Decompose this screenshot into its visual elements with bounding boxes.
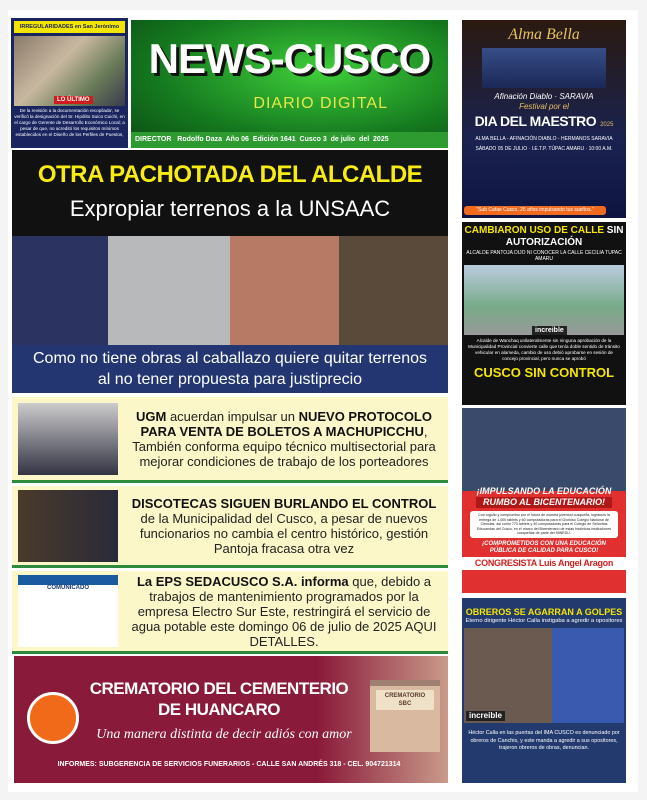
teaser-photo — [14, 36, 125, 106]
side-text: Con orgullo y compromiso por el futuro de nuestra juventud cusqueña, logramos la entrega de 1,000 tablets y 60 computadoras para el Glorioso Colegio Nacional de Ciencias, así como 773 tablets y 40 computadoras para el Colegio de Señoritas Educandas del Cusco, en el marco del Bicentenario de estas históricas instituciones cusqueñas de parte del MINEDU. — [470, 511, 618, 538]
crematorio-info: INFORMES: SUBGERENCIA DE SERVICIOS FUNERARIOS - CALLE SAN ANDRÉS 318 - CEL. 904721314 — [57, 761, 401, 768]
masthead-info: DIRECTOR Rodolfo Daza Año 06 Edición 1641 Cusco 3 de julio del 2025 — [131, 132, 448, 148]
teaser-title: IRREGULARIDADES en San Jerónimo — [14, 21, 125, 33]
news-item-sedacusco[interactable]: COMUNICADO La EPS SEDACUSCO S.A. informa que, debido a trabajos de mantenimiento programados por la empresa Electro Sur Este, restringirá el servicio de agua potable este domingo 06 de julio de 2025 AQUI DETALLES. — [12, 571, 448, 654]
crematorio-slogan: Una manera distinta de decir adiós con amor — [96, 727, 352, 742]
news-thumb: COMUNICADO — [18, 575, 118, 647]
crematorio-building — [370, 680, 440, 752]
ad-sub: Afinación Diablo · SARAVIA — [494, 92, 594, 101]
side-badge: increible — [532, 326, 567, 335]
news-thumb — [18, 403, 118, 475]
ad-pre: Festival por el — [519, 102, 569, 111]
ad-footer: "Sub Cafae Cusco, 25 años impulsando tus sueños." — [464, 206, 606, 215]
main-caption: Como no tiene obras al caballazo quiere quitar terrenos al no tener propuesta para justiprecio — [12, 345, 448, 393]
beneficencia-logo — [27, 692, 79, 744]
ad-bands: ALMA BELLA - AFINACIÓN DIABLO - HERMANOS SARAVIA — [475, 136, 613, 142]
main-subhead: Expropiar terrenos a la UNSAAC — [69, 196, 391, 221]
ad-details: SÁBADO 05 DE JULIO · I.E.T.P. TÚPAC AMARU · 10:00 A.M. — [475, 146, 613, 152]
ad-title: DIA DEL MAESTRO 2025 — [474, 113, 614, 129]
side-footer: CUSCO SIN CONTROL — [473, 365, 615, 380]
main-headline-box — [12, 150, 448, 236]
news-cambiaron-uso[interactable] — [462, 222, 626, 405]
main-headline: OTRA PACHOTADA DEL ALCALDE — [37, 161, 423, 188]
news-item-discotecas[interactable]: DISCOTECAS SIGUEN BURLANDO EL CONTROL de la Municipalidad del Cusco, a pesar de nuevos funcionarios no cambia el centro histórico, gestión Pantoja fracasa otra vez — [12, 486, 448, 568]
side-photo — [462, 408, 626, 486]
ad-brand: Alma Bella — [508, 26, 580, 43]
side-photo — [464, 628, 624, 723]
side-text: Héctor Calla en las puertas del IMA CUSCO es denunciado por obreros de Canchis, y este manda a agredir a sus opositores, trajeron obreros de obras, denuncian. — [468, 730, 620, 751]
masthead — [131, 20, 448, 148]
masthead-title: NEWS-CUSCO — [148, 35, 431, 82]
side-photo — [464, 265, 624, 335]
masthead-subtitle: DIARIO DIGITAL — [253, 95, 388, 112]
teaser-text: De la revisión a la documentación recopilada', se verificó la designación del Sr. Hipólito Suico Cuichi, en el cargo de Gerente de Desarrollo Económico Local; a pesar de que, no acreditó los requisitos mínimos establecidos en el Diseño de los Perfiles de Puestos, — [14, 108, 125, 137]
side-title: OBREROS SE AGARRAN A GOLPES — [465, 607, 623, 617]
side-sub: ALCALDE PANTOJA DIJO NI CONOCER LA CALLE CECILIA TUPAC AMARU — [466, 250, 622, 262]
crematorio-sign: CREMATORIO SBC — [376, 690, 434, 710]
teaser-san-jeronimo[interactable] — [11, 18, 128, 148]
teaser-badge: LO ÚLTIMO — [54, 96, 93, 104]
side-title: ¡IMPULSANDO LA EDUCACIÓN RUMBO AL BICENTENARIO! — [476, 486, 612, 507]
side-text: Alcalde de Wanchaq unilateralmente sin ninguna aprobación de la Municipalidad Provincial convierte calle que tenía doble sentido de tránsito vehicular en alameda, cambio de uso debió aprobarse en sesión de concejo provincial, pero nunca se aprobó — [468, 338, 620, 361]
news-obreros[interactable] — [462, 598, 626, 783]
ad-congresista[interactable] — [462, 408, 626, 593]
crematorio-title: CREMATORIO DEL CEMENTERIO DE HUANCARO — [89, 679, 349, 719]
news-thumb — [18, 490, 118, 562]
crematorio-ad[interactable] — [14, 656, 448, 783]
main-story[interactable] — [12, 150, 448, 393]
side-title: CAMBIARON USO DE CALLE SIN AUTORIZACIÓN — [464, 225, 624, 248]
news-item-ugm[interactable]: UGM acuerdan impulsar un NUEVO PROTOCOLO PARA VENTA DE BOLETOS A MACHUPICCHU, También conforma equipo técnico multisectorial para mejorar condiciones de trabajo de los porteadores — [12, 397, 448, 483]
ad-dia-del-maestro[interactable] — [462, 20, 626, 218]
side-sub: Eterno dirigente Héctor Calla instigaba a agredir a opositores — [465, 618, 623, 624]
side-badge: increible — [466, 711, 505, 721]
side-footer: CONGRESISTA Luis Angel Aragon — [462, 557, 626, 570]
main-photo — [12, 236, 448, 345]
ad-performers — [482, 48, 606, 88]
side-slogan: ¡COMPROMETIDOS CON UNA EDUCACIÓN PÚBLICA DE CALIDAD PARA CUSCO! — [482, 540, 606, 554]
